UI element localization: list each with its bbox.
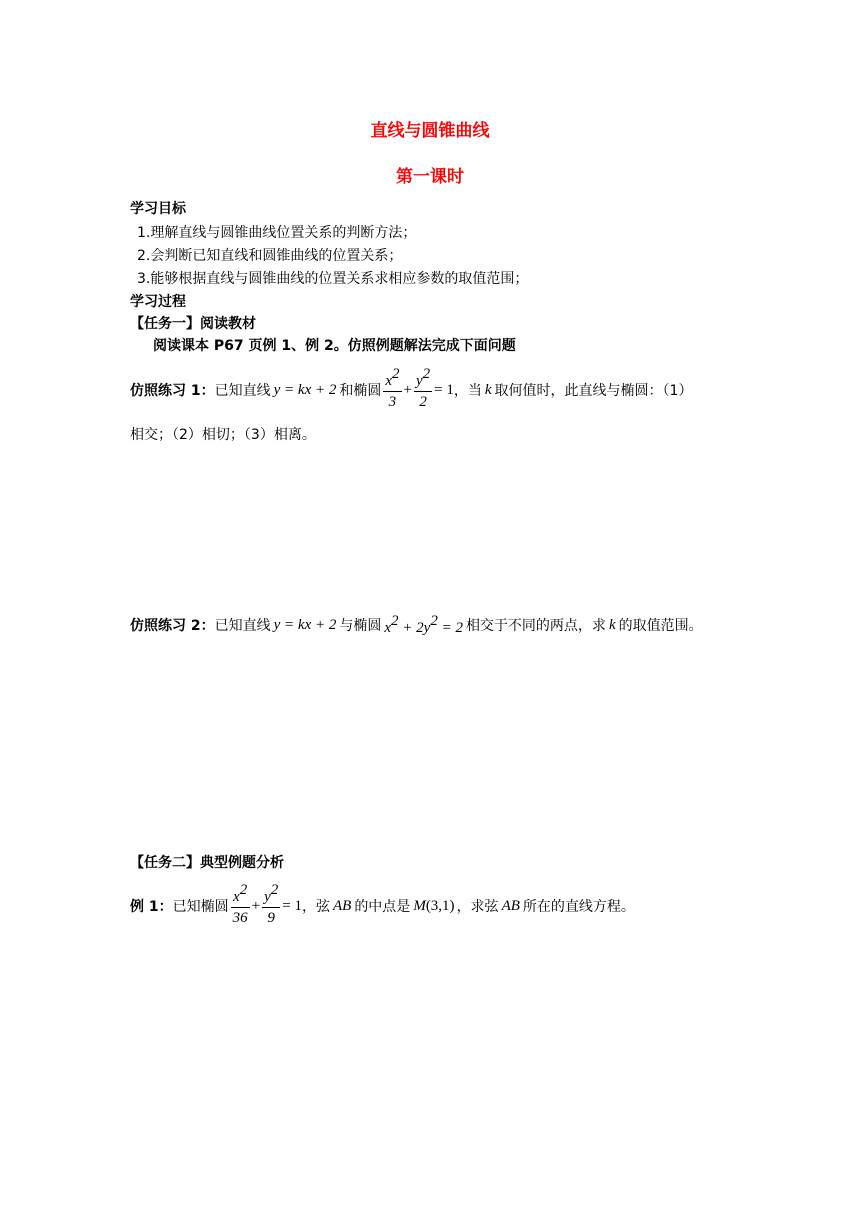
task2-heading: 【任务二】典型例题分析 (130, 855, 284, 871)
exercise-1-text-b: 和椭圆 (339, 383, 382, 399)
exercise-1-text-a: 已知直线 (214, 383, 271, 399)
fraction-numerator: y (264, 889, 271, 905)
fraction-denominator: 36 (232, 910, 248, 926)
exercise-2-text-d: 的取值范围。 (618, 618, 703, 634)
exercise-2-text-b: 与椭圆 (339, 618, 382, 634)
exercise-2-label: 仿照练习 2： (130, 618, 215, 634)
example-1-text-d: ，求弦 (456, 899, 499, 915)
goals-heading: 学习目标 (130, 201, 186, 217)
variable-k: k (608, 616, 616, 633)
example-1-text-e: 所在的直线方程。 (522, 899, 635, 915)
fraction-denominator: 3 (388, 394, 397, 410)
goal-item-2: 2.会判断已知直线和圆锥曲线的位置关系； (137, 248, 403, 264)
task1-heading: 【任务一】阅读教材 (130, 316, 256, 332)
fraction-y2-over-9: $\frac{y^2}{9}$ (264, 882, 279, 926)
exercise-1-label: 仿照练习 1： (130, 383, 215, 399)
fraction-denominator: 9 (267, 910, 275, 926)
variable-k: k (484, 381, 492, 398)
example-1: 例 1： 已知椭圆 $\frac{x^2}{36}$ + $\frac{y^2}{9}$ = 1 ，弦 AB 的中点是 M (3,1) ，求弦 AB 所在的直线方程。 (130, 882, 635, 926)
goal-item-3: 3.能够根据直线与圆锥曲线的位置关系求相应参数的取值范围； (137, 271, 529, 287)
fraction-x2-over-3: $\frac{x^2}{3}$ (385, 366, 400, 410)
process-heading: 学习过程 (130, 294, 186, 310)
equation-equals-one: = 1 (434, 381, 454, 398)
example-1-text-b: ，弦 (301, 899, 330, 915)
example-1-text-a: 已知椭圆 (172, 899, 229, 915)
equation-equals-one: = 1 (282, 897, 302, 914)
point-m-coordinates: (3,1) (425, 897, 455, 914)
fraction-y2-over-2: $\frac{y^2}{2}$ (415, 366, 431, 410)
exercise-2-line-equation: y = kx + 2 (273, 616, 337, 633)
exercise-2 (130, 613, 703, 637)
goal-item-1: 1.理解直线与圆锥曲线位置关系的判断方法； (137, 225, 417, 241)
chord-ab: AB (332, 897, 352, 914)
exercise-1: 仿照练习 1： 已知直线 y = kx + 2 和椭圆 $\frac{x^2}{3}$ + $\frac{y^2}{2}$ = 1 ，当 k 取何值时，此直线与椭圆：（1） (130, 366, 693, 410)
exercise-1-options: 相交；（2）相切；（3）相离。 (130, 427, 316, 443)
exercise-2-text-c: 相交于不同的两点，求 (465, 618, 606, 634)
exercise-1-line-equation: y = kx + 2 (273, 381, 337, 398)
point-m: M (413, 897, 426, 914)
fraction-numerator: x (233, 889, 240, 905)
fraction-x2-over-36: $\frac{x^2}{36}$ (232, 882, 248, 926)
example-1-label: 例 1： (130, 899, 173, 915)
fraction-denominator: 2 (419, 394, 427, 410)
fraction-numerator: x (385, 373, 393, 389)
exercise-1-text-d: 取何值时，此直线与椭圆：（1） (494, 383, 693, 399)
chord-ab: AB (501, 897, 520, 914)
example-1-text-c: 的中点是 (354, 899, 411, 915)
fraction-numerator: y (415, 373, 423, 389)
document-title: 直线与圆锥曲线 (370, 121, 490, 141)
exercise-1-text-c: ，当 (453, 383, 482, 399)
document-subtitle: 第一课时 (396, 167, 464, 187)
task1-instruction: 阅读课本 P67 页例 1、例 2。仿照例题解法完成下面问题 (153, 338, 516, 354)
ellipse-equation: $x^2 + 2y^2 = 2$ (384, 613, 463, 636)
exercise-2-text-a: 已知直线 (214, 618, 271, 634)
